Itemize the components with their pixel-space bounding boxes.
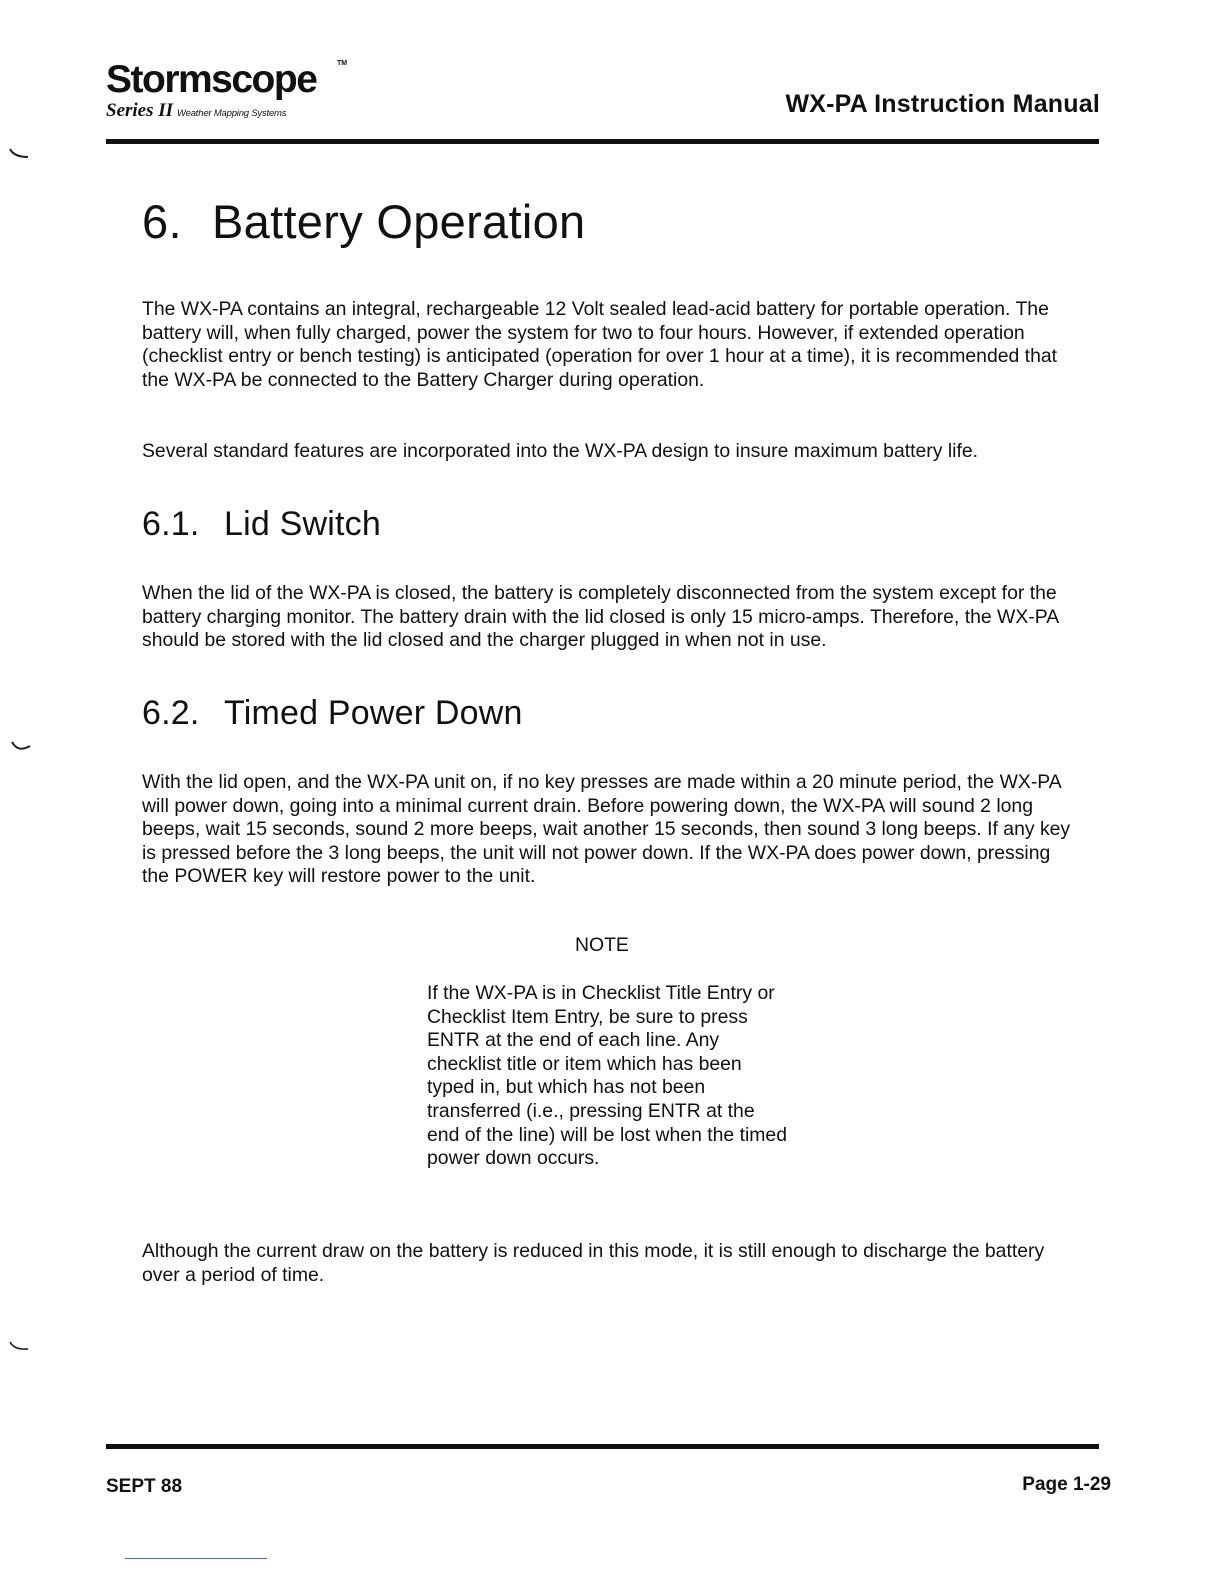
logo-subtitle: Weather Mapping Systems [177,108,287,119]
note-body: If the WX-PA is in Checklist Title Entry or Checklist Item Entry, be sure to press ENTR at the end of each line. Any checklist title or item which has been typed in, but which has not been transferred (i.e., pressing ENTR at the end of the line) will be lost when the timed power down occurs. [427,982,788,1170]
logo-series: Series II [106,100,174,121]
logo-series-line [106,100,316,122]
page-number: Page 1-29 [1022,1474,1111,1495]
chapter-title: Battery Operation [212,195,586,248]
logo-brand: Stormscope [106,58,317,101]
margin-mark-icon [8,147,30,161]
features-paragraph: Several standard features are incorporated into the WX-PA design to insure maximum battery life. [142,440,979,462]
footer-date: SEPT 88 [106,1476,183,1497]
stormscope-logo [106,58,348,122]
footer-rule [106,1444,1099,1449]
margin-mark-icon [10,740,32,754]
manual-title: WX-PA Instruction Manual [785,90,1100,118]
section-title: Lid Switch [224,505,381,543]
chapter-number: 6. [142,195,182,248]
section-number: 6.2. [142,694,200,732]
header-rule [106,139,1099,144]
scan-artifact-line [125,1558,267,1559]
margin-mark-icon [8,1340,30,1354]
section-heading-lid-switch [142,505,381,544]
closing-paragraph: Although the current draw on the battery is reduced in this mode, it is still enough to discharge the battery over a period of time. [142,1240,1045,1286]
section-title: Timed Power Down [224,694,523,732]
chapter-heading [142,194,585,249]
section-heading-timed-power-down [142,694,523,733]
timed-power-down-paragraph: With the lid open, and the WX-PA unit on, if no key presses are made within a 20 minute period, the WX-PA will power down, going into a minimal current drain. Before powering down, the WX-PA will sound 2 long beeps, wait 15 seconds, sound 2 more beeps, wait another 15 seconds, then sound 3 long beeps. If any key is pressed before the 3 long beeps, the unit will not power down. If the WX-PA does power down, pressing the POWER key will restore power to the unit. [142,771,1071,888]
lid-switch-paragraph: When the lid of the WX-PA is closed, the battery is completely disconnected from the system except for the battery charging monitor. The battery drain with the lid closed is only 15 micro-amps. Therefore, the WX-PA should be stored with the lid closed and the charger plugged in when not in use. [142,582,1059,652]
note-label: NOTE [575,934,629,956]
intro-paragraph: The WX-PA contains an integral, rechargeable 12 Volt sealed lead-acid battery for portable operation. The battery will, when fully charged, power the system for two to four hours. However, if extended operation (checklist entry or bench testing) is anticipated (operation for over 1 hour at a time), it is recommended that the WX-PA be connected to the Battery Charger during operation. [142,298,1058,391]
section-number: 6.1. [142,505,200,543]
logo-trademark: TM [337,60,348,67]
